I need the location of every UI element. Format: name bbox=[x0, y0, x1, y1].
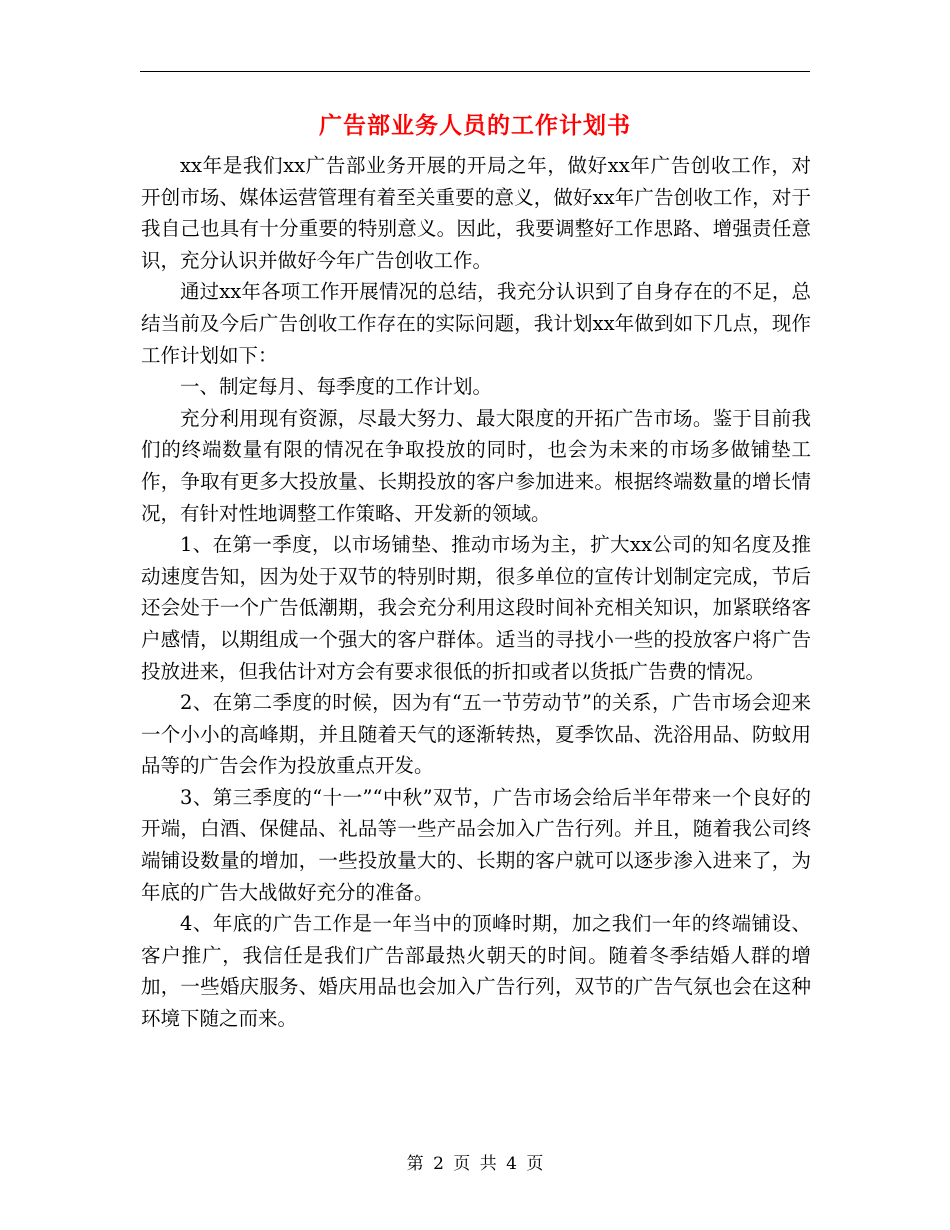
document-body bbox=[141, 150, 811, 1035]
paragraph-q2: 2、在第二季度的时候，因为有“五一节劳动节”的关系，广告市场会迎来一个小小的高峰期，并且随着天气的逐渐转热，夏季饮品、洗浴用品、防蚊用品等的广告会作为投放重点开发。 bbox=[141, 691, 811, 778]
paragraph-intro: xx年是我们xx广告部业务开展的开局之年，做好xx年广告创收工作，对开创市场、媒体运营管理有着至关重要的意义，做好xx年广告创收工作，对于我自己也具有十分重要的特别意义。因此，我要调整好工作思路、增强责任意识，充分认识并做好今年广告创收工作。 bbox=[141, 154, 811, 272]
document-title: 广告部业务人员的工作计划书 bbox=[319, 112, 631, 139]
paragraph-q1: 1、在第一季度，以市场铺垫、推动市场为主，扩大xx公司的知名度及推动速度告知，因为处于双节的特别时期，很多单位的宣传计划制定完成，节后还会处于一个广告低潮期，我会充分利用这段时间补充相关知识，加紧联络客户感情，以期组成一个强大的客户群体。适当的寻找小一些的投放客户将广告投放进来，但我估计对方会有要求很低的折扣或者以货抵广告费的情况。 bbox=[141, 533, 811, 683]
section-heading-1: 一、制定每月、每季度的工作计划。 bbox=[180, 375, 493, 399]
page-number-footer: 第 2 页 共 4 页 bbox=[406, 1154, 544, 1174]
paragraph-q4: 4、年底的广告工作是一年当中的顶峰时期，加之我们一年的终端铺设、客户推广，我信任是我们广告部最热火朝天的时间。随着冬季结婚人群的增加，一些婚庆服务、婚庆用品也会加入广告行列，双节的广告气氛也会在这种环境下随之而来。 bbox=[141, 912, 811, 1031]
paragraph-resources: 充分利用现有资源，尽最大努力、最大限度的开拓广告市场。鉴于目前我们的终端数量有限的情况在争取投放的同时，也会为未来的市场多做铺垫工作，争取有更多大投放量、长期投放的客户参加进来。根据终端数量的增长情况，有针对性地调整工作策略、开发新的领域。 bbox=[141, 406, 811, 525]
header-rule bbox=[140, 71, 810, 72]
paragraph-q3: 3、第三季度的“十一”“中秋”双节，广告市场会给后半年带来一个良好的开端，白酒、保健品、礼品等一些产品会加入广告行列。并且，随着我公司终端铺设数量的增加，一些投放量大的、长期的客户就可以逐步渗入进来了，为年底的广告大战做好充分的准备。 bbox=[141, 785, 811, 904]
paragraph-summary: 通过xx年各项工作开展情况的总结，我充分认识到了自身存在的不足，总结当前及今后广告创收工作存在的实际问题，我计划xx年做到如下几点，现作工作计划如下： bbox=[141, 280, 811, 367]
